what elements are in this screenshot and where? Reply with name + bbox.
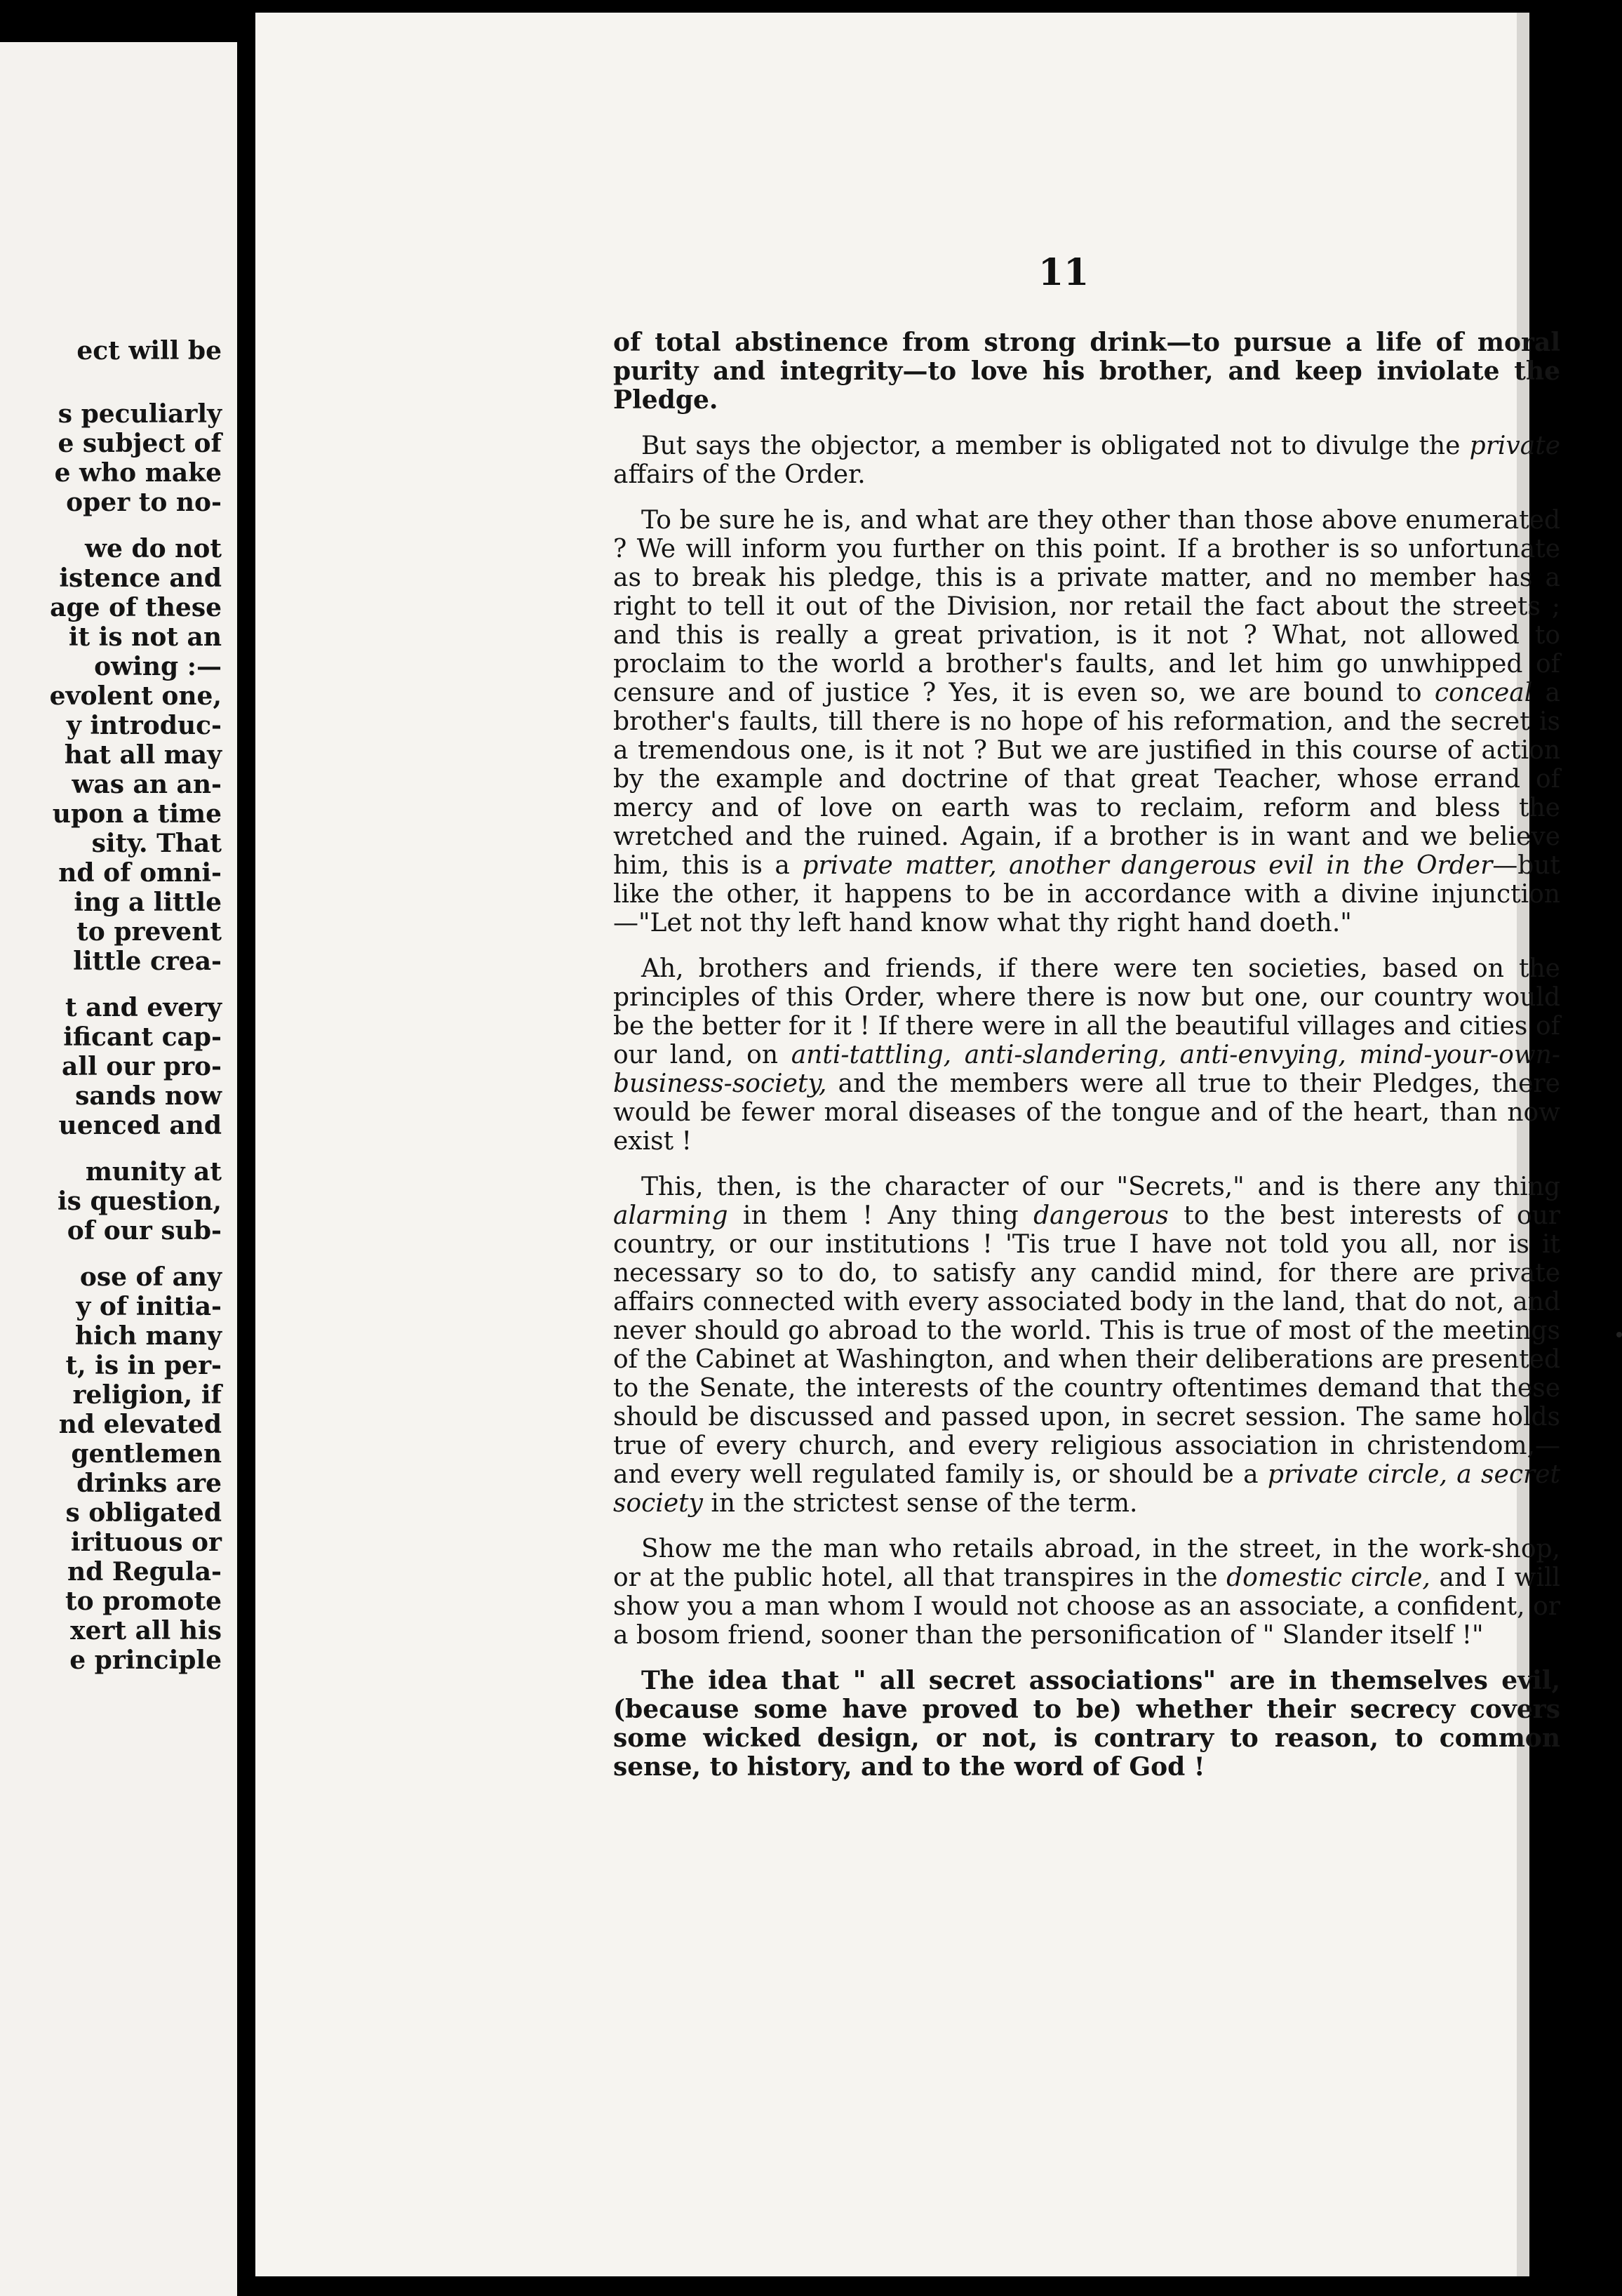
paragraph-6-emphasis: domestic circle, xyxy=(1226,1563,1430,1592)
paragraph-1 xyxy=(613,328,1560,415)
left-page-line: age of these xyxy=(50,593,222,622)
page-number: 11 xyxy=(1038,251,1090,294)
left-page-line xyxy=(0,977,222,994)
article-body xyxy=(613,328,1560,1798)
left-page-line: to prevent xyxy=(76,917,222,947)
left-page-line: ing a little xyxy=(74,888,222,917)
paragraph-2-emphasis: private xyxy=(1469,432,1560,460)
left-page-line: y of initia- xyxy=(76,1292,222,1321)
paragraph-5 xyxy=(613,1173,1560,1518)
left-page-line: we do not xyxy=(85,534,222,563)
left-page-line: ificant cap- xyxy=(63,1022,222,1052)
left-page-line: was an an- xyxy=(72,770,222,799)
left-page-line: t, is in per- xyxy=(65,1351,222,1380)
paragraph-5-emphasis-3: private circle, a secret society xyxy=(613,1460,1560,1518)
paragraph-3-emphasis-2: private matter, another dangerous evil in the Order xyxy=(802,851,1493,880)
left-page-line: y introduc- xyxy=(66,711,222,740)
paragraph-4-text-a: Ah, brothers and friends, if there were ten societies, based on the principles of this Order, where there is now but one, our country would be the better for it ! If there were in all the beautiful villages and cities of our land, on xyxy=(613,954,1560,1069)
paragraph-5-emphasis-2: dangerous xyxy=(1033,1201,1169,1230)
left-page-line: of our sub- xyxy=(67,1216,222,1246)
paragraph-3 xyxy=(613,506,1560,937)
left-page-line: ose of any xyxy=(79,1262,222,1292)
right-page xyxy=(255,13,1561,2276)
left-page-line: istence and xyxy=(59,563,222,593)
left-page-line: s peculiarly xyxy=(58,399,222,429)
left-page-line xyxy=(0,366,222,383)
left-page-line: evolent one, xyxy=(49,681,222,711)
paragraph-5-text-c: to the best interests of our country, or our institutions ! 'Tis true I have not told you all, nor is it necessary so to do, to satisfy any candid mind, for there are private affairs connected with every associated body in the land, that do not, and never should go abroad to the world. This is true of most of the meetings of the Cabinet at Washington, and when their deliberations are presented to the Senate, the interests of the country oftentimes demand that these should be discussed and passed upon, in secret session. The same holds true of every church, and every religious association in christendom,—and every well regulated family is, or should be a xyxy=(613,1201,1561,1489)
left-page-text-fragments xyxy=(0,337,222,1676)
left-page-line: nd elevated xyxy=(58,1410,222,1439)
left-page-line: sands now xyxy=(75,1081,222,1111)
left-page-line: hich many xyxy=(75,1321,222,1351)
left-page-line: hat all may xyxy=(64,740,222,770)
left-page-line: religion, if xyxy=(72,1380,222,1410)
left-page-line xyxy=(0,1246,222,1263)
left-page-line xyxy=(0,1141,222,1158)
paragraph-5-emphasis-1: alarming xyxy=(613,1201,728,1230)
left-page-line: nd Regula- xyxy=(67,1557,222,1587)
left-page-line xyxy=(0,383,222,400)
paragraph-5-text-a: This, then, is the character of our "Secrets," and is there any thing xyxy=(641,1173,1560,1201)
left-page-line: sity. That xyxy=(91,829,222,858)
left-page-line: e subject of xyxy=(58,429,222,458)
left-page-line: irituous or xyxy=(70,1528,222,1557)
left-page-line: munity at xyxy=(85,1157,222,1187)
paragraph-1-text: of total abstinence from strong drink—to pursue a life of moral purity and integrity—to love his brother, and keep inviolate the Pledge. xyxy=(613,328,1560,415)
left-page-line: oper to no- xyxy=(66,488,222,517)
paragraph-6-text-a: Show me the man who retails abroad, in the street, in the work-shop, or at the public hotel, all that transpires in the xyxy=(613,1535,1560,1592)
paragraph-3-text-c: —but like the other, it happens to be in accordance with a divine injunction—"Let not thy left hand know what thy right hand doeth." xyxy=(613,851,1560,937)
left-page-line: little crea- xyxy=(73,947,222,976)
left-page-line: ect will be xyxy=(76,336,222,366)
page-fold-gutter xyxy=(237,42,255,2296)
left-page-line: gentlemen xyxy=(71,1439,222,1469)
paragraph-3-emphasis-1: conceal xyxy=(1434,679,1533,707)
left-page-line: it is not an xyxy=(68,622,222,652)
left-page-line: uenced and xyxy=(58,1111,222,1140)
paragraph-2 xyxy=(613,432,1560,489)
paragraph-5-text-d: in the strictest sense of the term. xyxy=(702,1489,1138,1518)
left-page-line: upon a time xyxy=(52,799,222,829)
paragraph-6 xyxy=(613,1535,1560,1650)
paragraph-3-text-a: To be sure he is, and what are they other than those above enumerated ? We will inform you further on this point. If a brother is so unfortunate as to break his pledge, this is a private matter, and no member has a right to tell it out of the Division, nor retail the fact about the streets ; and this is really a great privation, is it not ? What, not allowed to proclaim to the world a brother's faults, and let him go unwhipped of censure and of justice ? Yes, it is even so, we are bound to xyxy=(613,506,1560,707)
left-page-line: xert all his xyxy=(70,1616,222,1646)
left-page-line xyxy=(0,518,222,535)
left-page-line: t and every xyxy=(65,993,222,1022)
left-facing-page xyxy=(0,42,237,2296)
left-page-line: is question, xyxy=(57,1187,222,1216)
paragraph-3-text-b: a brother's faults, till there is no hope of his reformation, and the secret is a tremendous one, is it not ? But we are justified in this course of action by the example and doctrine of that great Teacher, whose errand of mercy and of love on earth was to reclaim, reform and bless the wretched and the ruined. Again, if a brother is in want and we believe him, this is a xyxy=(613,679,1561,880)
left-page-line: drinks are xyxy=(76,1469,222,1498)
left-page-line: nd of omni- xyxy=(58,858,222,888)
paragraph-4-emphasis: anti-tattling, anti-slandering, anti-envying, mind-your-own-business-society, xyxy=(613,1041,1560,1098)
paragraph-7-text: The idea that " all secret associations" are in themselves evil, (because some have proved to be) whether their secrecy covers some wicked design, or not, is contrary to reason, to common sense, to history, and to the word of God ! xyxy=(613,1666,1560,1782)
left-page-line: e who make xyxy=(54,458,222,488)
paragraph-4-text-b: and the members were all true to their Pledges, there would be fewer moral diseases of the tongue and of the heart, than now exist ! xyxy=(613,1069,1560,1156)
paragraph-4 xyxy=(613,954,1560,1156)
left-page-line: e principle xyxy=(69,1646,222,1675)
paragraph-5-text-b: in them ! Any thing xyxy=(728,1201,1034,1230)
left-page-line: to promote xyxy=(65,1587,222,1616)
paragraph-6-text-b: and I will show you a man whom I would not choose as an associate, a confident, or a bosom friend, sooner than the personification of " Slander itself !" xyxy=(613,1563,1560,1650)
paragraph-2-text-a: But says the objector, a member is obligated not to divulge the xyxy=(641,432,1470,460)
left-page-line: owing :— xyxy=(94,652,222,681)
left-page-line: s obligated xyxy=(65,1498,222,1528)
left-page-line: all our pro- xyxy=(62,1052,222,1081)
paragraph-7 xyxy=(613,1667,1560,1782)
ink-speck xyxy=(1616,1332,1622,1337)
paragraph-2-text-b: affairs of the Order. xyxy=(613,460,866,489)
